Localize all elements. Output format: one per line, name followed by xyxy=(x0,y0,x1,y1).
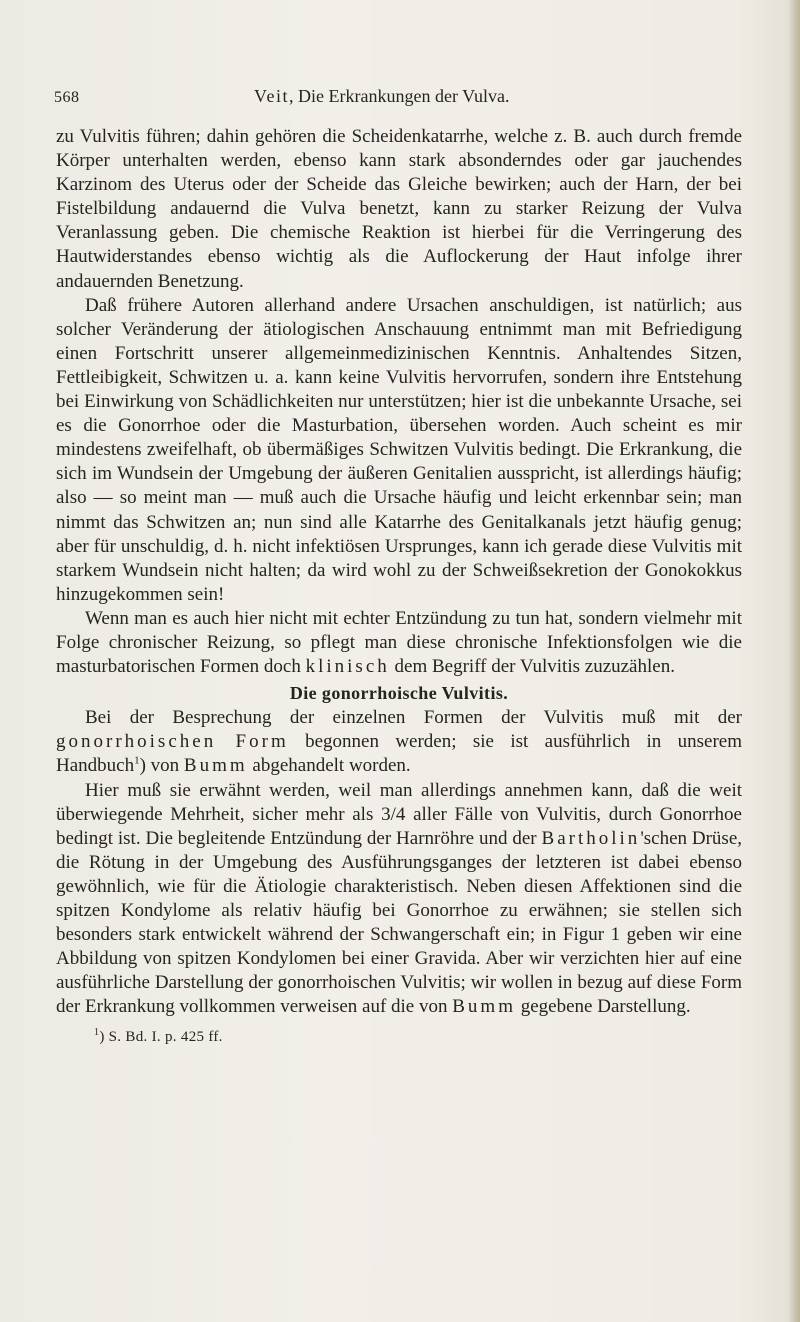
running-header xyxy=(54,86,752,110)
spaced-word-klinisch: klinisch xyxy=(305,656,390,678)
footnote-marker: 1 xyxy=(94,1027,100,1038)
header-title: , Die Erkrankungen der Vulva. xyxy=(289,86,510,106)
paragraph-2: Daß frühere Autoren allerhand andere Ursachen anschuldigen, ist natürlich; aus solcher Veränderung der ätiologischen Anschauung entnimmt man mit Befriedigung einen Fortschritt unserer allgemeinmedizinischen Kenntnis. Anhaltendes Sitzen, Fettleibigkeit, Schwitzen u. a. kann keine Vulvitis hervorrufen, sondern ihre Entstehung bei Einwirkung von Schädlichkeiten nur unterstützen; hier ist die unbekannte Ursache, sei es die Gonorrhoe oder die Masturbation, übersehen worden. Auch scheint es mir mindestens zweifelhaft, ob übermäßiges Schwitzen Vulvitis bedingt. Die Erkrankung, die sich im Wundsein der Umgebung der äußeren Genitalien ausspricht, ist allerdings häufig; also — so meint man — muß auch die Ursache häufig und leicht erkennbar sein; man nimmt das Schwitzen an; nun sind alle Katarrhe des Genitalkanals jetzt häufig genug; aber für unschuldig, d. h. nicht infektiösen Ursprunges, kann ich gerade diese Vulvitis mit starkem Wundsein nicht halten; da wird wohl zu der Schweißsekretion der Gonokokkus hinzugekommen sein! xyxy=(56,294,742,605)
page-number: 568 xyxy=(54,89,80,106)
book-spine-shadow xyxy=(788,0,800,1322)
paragraph-3-text-b: dem Begriff der Vulvitis zuzuzählen. xyxy=(389,656,675,678)
spaced-term-gonorrhoischen-form: gonorrhoischen Form xyxy=(56,731,289,753)
running-head xyxy=(254,86,510,107)
paragraph-4-text-d: abgehandelt worden. xyxy=(247,755,411,777)
paragraph-5-text-a: Hier muß sie erwähnt werden, weil man allerdings annehmen kann, daß die weit überwiegende Mehrheit, sicher mehr als xyxy=(56,779,742,825)
footnote xyxy=(94,1029,223,1046)
paragraph-4 xyxy=(56,706,742,778)
paragraph-5 xyxy=(56,779,742,1020)
paragraph-5-text-c: 'schen Drüse, die Rötung in der Umgebung des Ausführungsganges der letzteren ist dabei ebenso gewöhnlich, wie für die Ätiologie charakteristisch. Neben diesen Affektionen sind die spitzen Kondylome als relativ häufig bei Gonorrhoe zu erwähnen; sie stellen sich besonders stark entwickelt während der Schwangerschaft ein; in Figur 1 geben wir eine Abbildung von spitzen Kondylomen bei einer Gravida. Aber wir verzichten hier auf eine ausführliche Darstellung der gonorrhoischen Vulvitis; wir wollen in bezug auf diese Form der Erkrankung vollkommen verweisen auf die von xyxy=(56,827,743,1018)
header-author: Veit xyxy=(254,86,289,106)
paragraph-1: zu Vulvitis führen; dahin gehören die Scheidenkatarrhe, welche z. B. auch durch fremde Körper unterhalten werden, ebenso kann stark absonderndes oder gar jauchendes Karzinom des Uterus oder der Scheide das Gleiche bewirken; auch der Harn, der bei Fistelbildung andauernd die Vulva benetzt, kann zu starker Reizung der Vulva Veranlassung geben. Die chemische Reaktion ist hierbei für die Verringerung des Hautwiderstandes ebenso wichtig als die Auflockerung der Haut infolge ihrer andauernden Benetzung. xyxy=(56,126,742,292)
fraction-three-quarters: 3/4 xyxy=(381,803,406,825)
footnote-text: ) S. Bd. I. p. 425 ff. xyxy=(99,1029,223,1045)
paragraph-5-text-b: aller Fälle von Vulvitis, durch Gonorrhoe bedingt ist. Die begleitende Entzündung der Harnröhre und der xyxy=(56,803,742,849)
paragraph-3-text-a: Wenn man es auch hier nicht mit echter Entzündung zu tun hat, sondern vielmehr mit Folge chronischer Reizung, so pflegt man diese chronische Infektionsfolgen wie die masturbatorischen Formen doch xyxy=(56,607,742,678)
paragraph-4-text-b: begonnen werden; sie ist ausführlich in unserem Handbuch xyxy=(56,731,742,777)
spaced-name-bartholin: Bartholin xyxy=(541,827,641,849)
spaced-name-bumm-2: Bumm xyxy=(452,996,516,1018)
body-text xyxy=(56,125,742,1019)
spaced-name-bumm: Bumm xyxy=(183,755,248,777)
footnote-reference: 1 xyxy=(134,755,140,768)
paragraph-3 xyxy=(56,607,742,679)
paragraph-4-text-a: Bei der Besprechung der einzelnen Formen der Vulvitis muß mit der xyxy=(85,707,742,729)
paragraph-5-text-d: gegebene Darstellung. xyxy=(515,996,691,1018)
section-heading: Die gonorrhoische Vulvitis. xyxy=(289,683,509,704)
paragraph-4-text-c: ) von xyxy=(139,755,184,777)
